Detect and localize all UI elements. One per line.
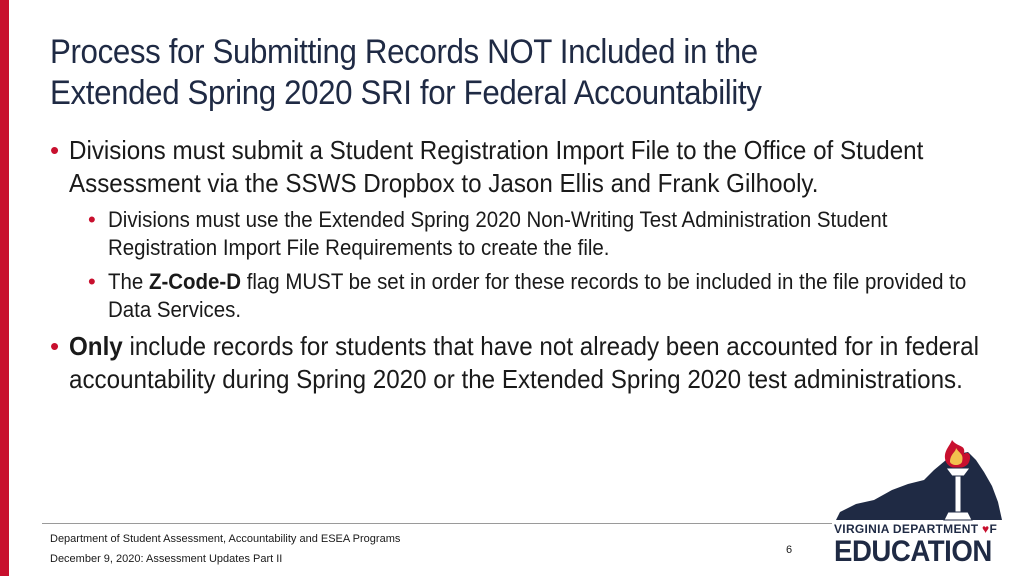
sub-bullet-item-2 — [48, 268, 1008, 324]
bullet-dot-icon: • — [88, 207, 96, 232]
bullet-item-1-text: Divisions must submit a Student Registration Import File to the Office of Student Assessment via the SSWS Dropbox to Jason Ellis and Frank Gilhooly. — [69, 135, 924, 198]
logo-text-virginia: VIRGINIA DEPARTMENT — [834, 522, 983, 536]
bullet-item-2 — [48, 330, 1008, 396]
footer-date: December 9, 2020: Assessment Updates Part II — [50, 553, 283, 565]
logo-text-line-1 — [834, 522, 1004, 536]
bullet-dot-icon: • — [50, 135, 60, 165]
footer-divider — [42, 523, 832, 524]
sub-bullet-item-2-text — [108, 268, 973, 324]
left-accent-bar — [0, 0, 9, 576]
bullet-item-1 — [48, 134, 1008, 200]
footer-department: Department of Student Assessment, Accountability and ESEA Programs — [50, 533, 401, 545]
sub-bullet-item-2-prefix: The — [108, 269, 149, 294]
page-number: 6 — [786, 544, 793, 556]
bullet-item-2-text — [69, 330, 985, 396]
sub-bullet-item-1-text: Divisions must use the Extended Spring 2020 Non-Writing Test Administration Student Registration Import File Requirements to create the file. — [108, 207, 888, 260]
heart-icon: ♥ — [982, 522, 990, 536]
slide-title-line-2: Extended Spring 2020 SRI for Federal Accountability — [50, 74, 762, 112]
logo-text-f: F — [989, 522, 998, 536]
slide-title — [50, 32, 915, 114]
slide-title-line-1: Process for Submitting Records NOT Included in the — [50, 33, 758, 71]
bullet-dot-icon: • — [88, 269, 96, 294]
vdoe-logo — [834, 440, 1014, 572]
virginia-torch-icon — [834, 440, 1014, 522]
only-emphasis: Only — [69, 331, 123, 361]
logo-text-education: EDUCATION — [834, 535, 992, 568]
sub-bullet-item-2-rest: flag MUST be set in order for these records to be included in the file provided to Data Services. — [108, 269, 967, 322]
slide-content — [48, 134, 1008, 402]
bullet-item-2-rest: include records for students that have not already been accounted for in federal accountability during Spring 2020 or the Extended Spring 2020 test administrations. — [69, 331, 980, 394]
sub-bullet-item-1 — [48, 206, 1008, 262]
z-code-d-flag: Z-Code-D — [148, 269, 242, 294]
bullet-dot-icon: • — [50, 331, 60, 361]
